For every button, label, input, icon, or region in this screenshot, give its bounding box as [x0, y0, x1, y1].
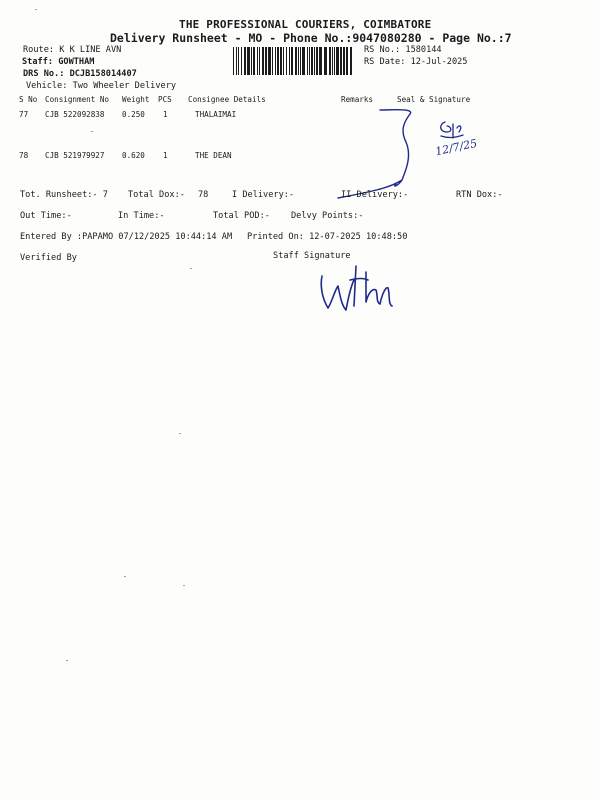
- scan-speck: [66, 660, 68, 661]
- barcode-bar: [283, 47, 284, 75]
- row-pcs: 1: [163, 110, 168, 119]
- header-consignment: Consignment No: [45, 95, 110, 104]
- delvy-points: Delvy Points:-: [291, 211, 364, 221]
- barcode-bar: [262, 47, 264, 75]
- barcode-bar: [346, 47, 348, 75]
- out-time: Out Time:-: [20, 211, 72, 221]
- row-consignee: THALAIMAI: [195, 110, 237, 119]
- barcode-bar: [277, 47, 279, 75]
- barcode-bar: [233, 47, 234, 75]
- barcode-bar: [289, 47, 290, 75]
- barcode-bar: [295, 47, 297, 75]
- scan-speck: [179, 433, 181, 434]
- barcode-bar: [259, 47, 260, 75]
- barcode-bar: [332, 47, 333, 75]
- runsheet-title: Delivery Runsheet - MO - Phone No.:9047080280 - Page No.:7: [110, 31, 512, 45]
- header-consignee: Consignee Details: [188, 95, 266, 104]
- scan-speck: [35, 9, 37, 10]
- barcode-bar: [311, 47, 313, 75]
- scan-speck: [183, 585, 185, 586]
- barcode-bar: [307, 47, 308, 75]
- barcode-bar: [280, 47, 282, 75]
- row-consignment: CJB 521979927: [45, 151, 105, 160]
- barcode-bar: [298, 47, 299, 75]
- row-sno: 78: [19, 151, 29, 160]
- header-remarks: Remarks: [341, 95, 374, 104]
- barcode-bar: [265, 47, 267, 75]
- entered-by: Entered By :PAPAMO 07/12/2025 10:44:14 AM: [20, 232, 233, 242]
- barcode-image: [233, 47, 354, 75]
- barcode-bar: [340, 47, 342, 75]
- barcode-bar: [236, 47, 237, 75]
- barcode-bar: [275, 47, 276, 75]
- scan-speck: [124, 576, 126, 577]
- total-dox-value: 78: [198, 190, 209, 200]
- row-pcs: 1: [163, 151, 168, 160]
- barcode-bar: [251, 47, 252, 75]
- printed-on: Printed On: 12-07-2025 10:48:50: [247, 232, 408, 242]
- barcode-bar: [286, 47, 287, 75]
- row-sno: 77: [19, 110, 29, 119]
- row-weight: 0.250: [122, 110, 145, 119]
- header-sno: S No: [19, 95, 38, 104]
- rs-number: RS No.: 1580144: [364, 45, 442, 55]
- barcode-bar: [319, 47, 322, 75]
- in-time: In Time:-: [118, 211, 165, 221]
- verified-by: Verified By: [20, 253, 77, 263]
- rtn-dox: RTN Dox:-: [456, 190, 503, 200]
- row-weight: 0.620: [122, 151, 145, 160]
- i-delivery: I Delivery:-: [232, 190, 295, 200]
- vehicle-label: Vehicle: Two Wheeler Delivery: [26, 81, 177, 91]
- barcode-bar: [343, 47, 345, 75]
- ii-delivery: II Delivery:-: [341, 190, 409, 200]
- scan-speck: [190, 268, 192, 269]
- barcode-bar: [314, 47, 315, 75]
- rs-date: RS Date: 12-Jul-2025: [364, 57, 468, 67]
- barcode-bar: [334, 47, 335, 75]
- barcode-bar: [241, 47, 242, 75]
- staff-label: Staff: GOWTHAM: [22, 57, 95, 67]
- barcode-bar: [324, 47, 327, 75]
- drs-number: DRS No.: DCJB158014407: [23, 69, 137, 79]
- company-name: THE PROFESSIONAL COURIERS, COIMBATORE: [179, 18, 432, 31]
- barcode-bar: [302, 47, 305, 75]
- row-consignee: THE DEAN: [195, 151, 232, 160]
- barcode-bar: [291, 47, 293, 75]
- header-weight: Weight: [122, 95, 150, 104]
- handwritten-date: 12/7/25: [434, 136, 479, 159]
- barcode-bar: [257, 47, 258, 75]
- barcode-bar: [300, 47, 301, 75]
- row-consignment: CJB 522092838: [45, 110, 105, 119]
- scan-speck: [91, 131, 93, 132]
- tot-runsheet: Tot. Runsheet:- 7: [20, 190, 108, 200]
- barcode-bar: [272, 47, 273, 75]
- barcode-bar: [268, 47, 271, 75]
- barcode-bar: [244, 47, 246, 75]
- header-seal-signature: Seal & Signature: [397, 95, 471, 104]
- staff-signature-label: Staff Signature: [273, 251, 351, 261]
- barcode-bar: [350, 47, 352, 75]
- barcode-bar: [329, 47, 331, 75]
- total-pod: Total POD:-: [213, 211, 270, 221]
- barcode-bar: [247, 47, 250, 75]
- barcode-bar: [238, 47, 239, 75]
- route-label: Route: K K LINE AVN: [23, 45, 122, 55]
- barcode-bar: [336, 47, 339, 75]
- header-pcs: PCS: [158, 95, 172, 104]
- barcode-bar: [309, 47, 310, 75]
- staff-signature-mark: [316, 262, 400, 318]
- barcode-bar: [316, 47, 318, 75]
- total-dox-label: Total Dox:-: [128, 190, 185, 200]
- barcode-bar: [253, 47, 255, 75]
